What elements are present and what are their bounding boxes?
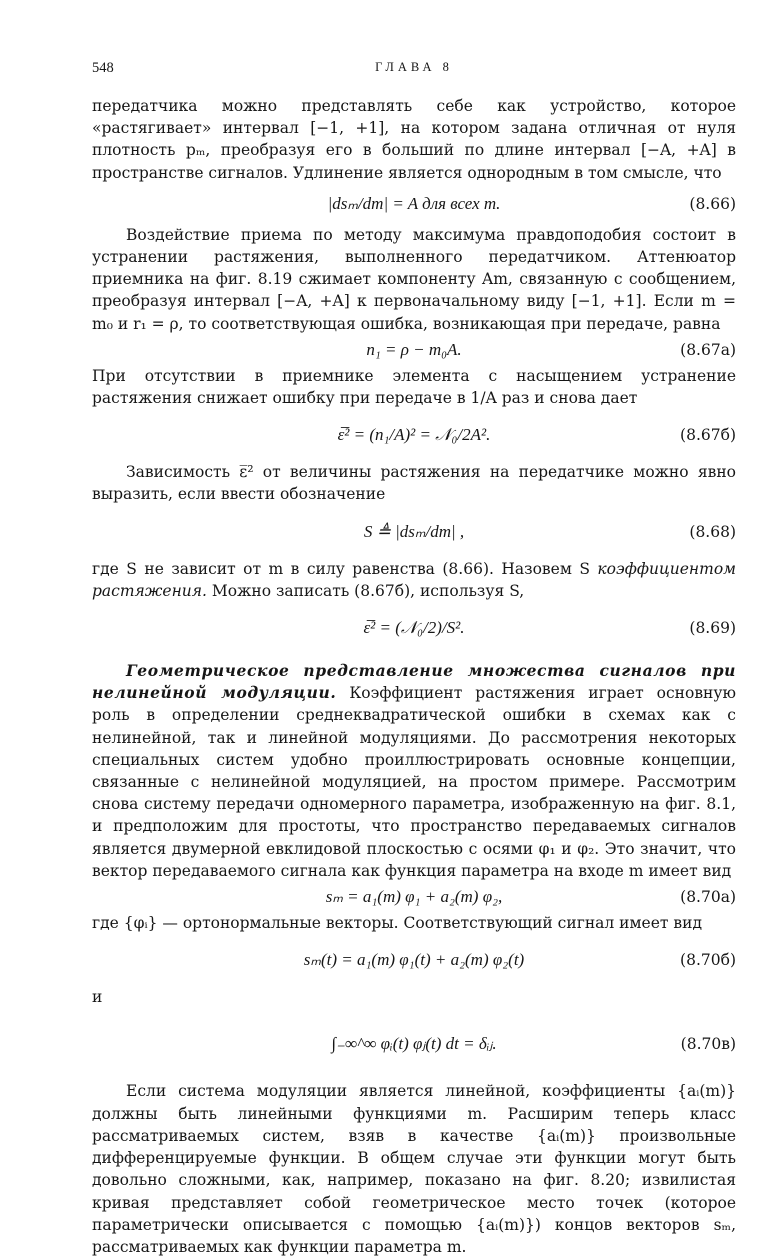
equation-text: n₁ = ρ − m₀A. (366, 339, 462, 359)
page-body (92, 95, 736, 1258)
running-title: ГЛАВА 8 (375, 60, 453, 74)
paragraph-2: Воздействие приема по методу максимума правдоподобия состоит в устранении растяжения, выполненного передатчиком. Аттенюатор приемника на фиг. 8.19 сжимает компоненту Am, связанную с сообщением, преобразуя интервал [−A, +A] к первоначальному виду [−1, +1]. Если m = m₀ и r₁ = ρ, то соответствующая ошибка, возникающая при передаче, равна (92, 225, 736, 333)
equation-8-70b (92, 934, 736, 986)
equation-label: (8.67а) (680, 340, 736, 359)
equation-8-70v (92, 1008, 736, 1080)
paragraph-5-text-a: где S не зависит от m в силу равенства (8.66). Назовем S (92, 559, 598, 578)
equation-text: ε̅² = (n₁/A)² = 𝒩₀/2A². (337, 425, 491, 445)
term-stretch-coefficient: коэффициентом растяжения. (92, 559, 736, 600)
equation-label: (8.70б) (680, 951, 736, 970)
paragraph-1: передатчика можно представлять себе как устройство, которое «растягивает» интервал [−1, +1], на котором задана отличная от нуля плотность pₘ, преобразуя его в больший по длине интервал [−A, +A] в пространстве сигналов. Удлинение является однородным в том смысле, что (92, 97, 736, 182)
paragraph-6 (92, 660, 736, 882)
equation-8-68 (92, 506, 736, 558)
equation-text: sₘ(t) = a₁(m) φ₁(t) + a₂(m) φ₂(t) (303, 950, 525, 970)
equation-label: (8.69) (689, 619, 736, 638)
paragraph-8: и (92, 988, 103, 1007)
equation-8-66 (92, 184, 736, 224)
equation-text: ε̅² = (𝒩₀/2)/S². (363, 618, 465, 638)
equation-label: (8.70а) (680, 888, 736, 907)
equation-text: ∫₋∞^∞ φᵢ(t) φⱼ(t) dt = δᵢⱼ. (331, 1034, 497, 1054)
paragraph-4: Зависимость ε̅² от величины растяжения на передатчике можно явно выразить, если ввести обозначение (92, 463, 736, 504)
equation-8-67a (92, 335, 736, 365)
paragraph-9: Если система модуляции является линейной, коэффициенты {aᵢ(m)} должны быть линейными функциями m. Расширим теперь класс рассматриваемых систем, взяв в качестве {aᵢ(m)} произвольные дифференцируемые функции. В общем случае эти функции могут быть довольно сложными, как, например, показано на фиг. 8.20; извилистая кривая представляет собой геометрическое место точек (которое параметрически описывается с помощью {aᵢ(m)}) концов векторов sₘ, рассматриваемых как функции параметра m. (92, 1082, 736, 1256)
paragraph-7: где {φᵢ} — ортонормальные векторы. Соответствующий сигнал имеет вид (92, 914, 702, 933)
equation-label: (8.68) (689, 522, 736, 541)
paragraph-5 (92, 558, 736, 602)
equation-8-69 (92, 602, 736, 654)
page-number: 548 (92, 60, 114, 76)
equation-label: (8.70в) (680, 1035, 736, 1054)
equation-8-70a (92, 882, 736, 912)
paragraph-6-text: Коэффициент растяжения играет основную роль в определении среднеквадратической ошибки в схемах как с нелинейной, так и линейной модуляциями. До рассмотрения некоторых специальных систем удобно проиллюстрировать основные концепции, связанные с нелинейной модуляцией, на простом примере. Рассмотрим снова систему передачи одномерного параметра, изображенную на фиг. 8.1, и предположим для простоты, что пространство передаваемых сигналов является двумерной евклидовой плоскостью с осями φ₁ и φ₂. Это значит, что вектор передаваемого сигнала как функция параметра на входе m имеет вид (92, 684, 736, 880)
section-heading: Геометрическое представление множества сигналов при нелинейной модуляции. (92, 661, 736, 703)
equation-text: sₘ = a₁(m) φ₁ + a₂(m) φ₂, (325, 887, 503, 907)
equation-label: (8.66) (689, 194, 736, 213)
equation-8-67b (92, 409, 736, 461)
equation-text: |dsₘ/dm| = A для всех m. (327, 193, 501, 213)
page-header (92, 58, 736, 80)
equation-label: (8.67б) (680, 426, 736, 445)
equation-text: S ≜ |dsₘ/dm| , (363, 521, 465, 541)
paragraph-3: При отсутствии в приемнике элемента с насыщением устранение растяжения снижает ошибку при передаче в 1/A раз и снова дает (92, 366, 736, 408)
paragraph-5-text-b: Можно записать (8.67б), используя S, (206, 581, 525, 600)
